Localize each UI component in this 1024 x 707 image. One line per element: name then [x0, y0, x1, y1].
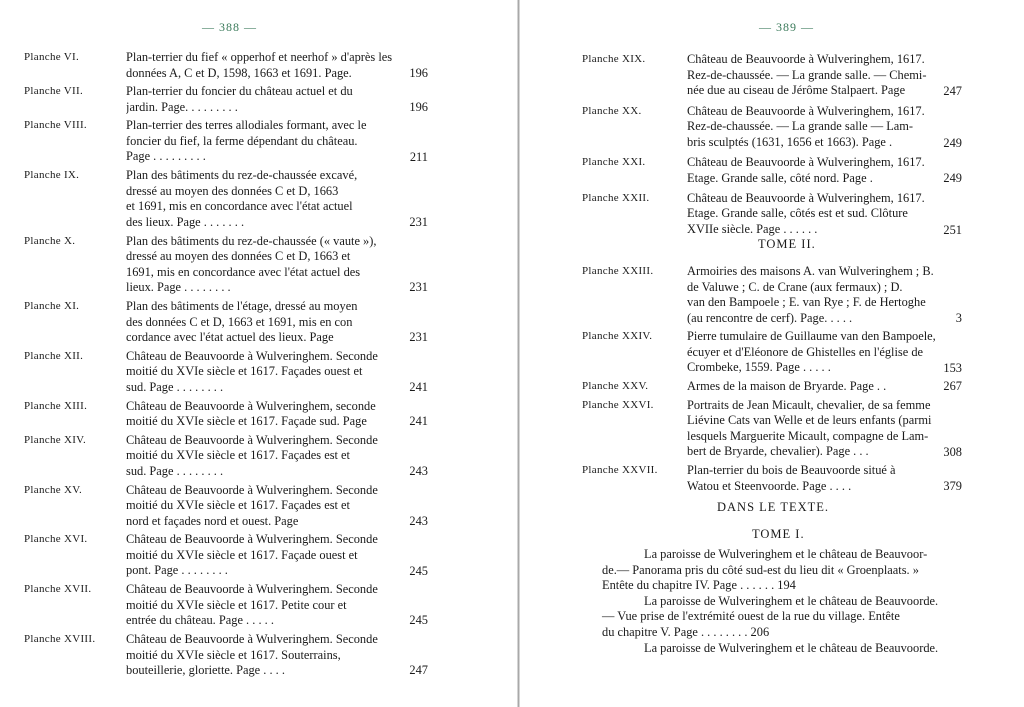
description-line: de Valuwe ; C. de Crane (aux fermaux) ; D. [687, 279, 903, 294]
plate-label: Planche XXVI. [582, 398, 654, 411]
description-line: Plan-terrier du bois de Beauvoorde situé à [687, 463, 896, 478]
plate-page-number: 247 [409, 663, 428, 678]
plate-page-number: 247 [943, 84, 962, 99]
description-line: sud. Page . . . . . . . . [126, 463, 224, 478]
plate-label: Planche VIII. [24, 119, 87, 132]
plate-description [126, 433, 406, 480]
plate-label: Planche XIX. [582, 53, 646, 65]
description-line: Château de Beauvoorde à Wulveringhem. Seconde [126, 532, 378, 547]
description-line: nord et façades nord et ouest. Page [126, 513, 299, 528]
plate-description [126, 349, 406, 396]
plate-page-number: 249 [943, 171, 962, 186]
plate-page-number: 231 [409, 330, 428, 345]
description-line: Crombeke, 1559. Page . . . . . [687, 360, 831, 375]
plate-description [687, 463, 959, 494]
description-line: van den Bampoele ; E. van Rye ; F. de Hertoghe [687, 295, 926, 309]
plate-description [687, 329, 959, 376]
description-line: (au rencontre de cerf). Page. . . . . [687, 310, 853, 325]
description-line: bouteillerie, gloriette. Page . . . . [126, 663, 285, 677]
description-line: sud. Page . . . . . . . . [126, 379, 224, 394]
description-line: Plan-terrier du fief « opperhof et neerhof » d'après les [126, 50, 393, 64]
plate-label: Planche XVIII. [24, 633, 96, 645]
description-line: bert de Bryarde, chevalier). Page . . . [687, 444, 869, 459]
plate-description [126, 632, 406, 679]
description-line: Etage. Grande salle, côtés est et sud. Clôture [687, 206, 908, 221]
plate-page-number: 245 [409, 563, 428, 578]
text-line: de.— Panorama pris du côté sud-est du lieu dit « Groenplaats. » [602, 562, 919, 577]
plate-description [687, 379, 959, 395]
description-line: moitié du XVIe siècle et 1617. Façades est et [126, 498, 350, 513]
description-line: données A, C et D, 1598, 1663 et 1691. Page. [126, 65, 352, 80]
description-line: Armes de la maison de Bryarde. Page . . [687, 379, 887, 394]
description-line: bris sculptés (1631, 1656 et 1663). Page . [687, 134, 893, 149]
plate-description [126, 532, 406, 579]
description-line: Château de Beauvoorde à Wulveringhem. Seconde [126, 432, 378, 447]
plate-page-number: 243 [409, 463, 428, 478]
description-line: cordance avec l'état actuel des lieux. Page [126, 330, 334, 344]
page-number-right: — 389 — [759, 20, 814, 34]
plate-label: Planche XI. [24, 300, 80, 312]
plate-page-number: 249 [943, 135, 962, 150]
description-line: moitié du XVIe siècle et 1617. Façades est et [126, 448, 350, 463]
plate-page-number: 245 [409, 613, 428, 628]
text-line: Entête du chapitre IV. Page . . . . . . 194 [602, 578, 796, 593]
right-page [512, 0, 1024, 707]
description-line: Rez-de-chaussée. — La grande salle — Lam- [687, 119, 914, 134]
plate-description [687, 155, 959, 186]
plate-page-number: 379 [943, 478, 962, 493]
plate-label: Planche XX. [582, 104, 642, 117]
description-line: Château de Beauvoorde à Wulveringhem, 1617. [687, 52, 925, 66]
plate-label: Planche XV. [24, 483, 83, 496]
plate-page-number: 241 [409, 379, 428, 394]
description-line: écuyer et d'Eléonore de Ghistelles en l'église de [687, 344, 924, 359]
plate-label: Planche XXV. [582, 380, 649, 393]
description-line: Liévine Cats van Welle et de leurs enfants (parmi [687, 413, 932, 428]
plate-description [126, 483, 406, 530]
plate-label: Planche XXVII. [582, 464, 658, 477]
description-line: née due au ciseau de Jérôme Stalpaert. Page [687, 83, 906, 97]
plate-label: Planche XVI. [24, 533, 88, 546]
plate-page-number: 251 [943, 222, 962, 237]
tome1-heading: TOME I. [752, 527, 805, 541]
description-line: Château de Beauvoorde à Wulveringhem, seconde [126, 398, 376, 413]
plate-label: Planche VI. [24, 51, 80, 63]
page-number-left: — 388 — [202, 20, 257, 34]
description-line: dressé au moyen des données C et D, 1663 [126, 183, 339, 198]
text-line: La paroisse de Wulveringhem et le château de Beauvoorde. [644, 593, 939, 608]
description-line: 1691, mis en concordance avec l'état actuel des [126, 264, 361, 279]
plate-label: Planche XXI. [582, 156, 646, 169]
plate-description [126, 168, 406, 230]
description-line: et 1691, mis en concordance avec l'état actuel [126, 199, 353, 214]
plate-description [126, 50, 406, 81]
description-line: Château de Beauvoorde à Wulveringhem, 1617. [687, 103, 925, 118]
plate-page-number: 241 [409, 414, 428, 429]
description-line: Page . . . . . . . . . [126, 149, 206, 164]
description-line: Plan des bâtiments du rez-de-chaussée excavé, [126, 168, 358, 183]
plate-description [126, 84, 406, 115]
plate-description [687, 104, 959, 151]
description-line: Château de Beauvoorde à Wulveringhem. Seconde [126, 482, 378, 497]
text-line: du chapitre V. Page . . . . . . . . 206 [602, 624, 770, 639]
plate-label: Planche XVII. [24, 583, 92, 596]
description-line: moitié du XVIe siècle et 1617. Façade ouest et [126, 547, 358, 562]
description-line: moitié du XVIe siècle et 1617. Souterrains, [126, 647, 341, 662]
description-line: Plan des bâtiments du rez-de-chaussée (« vaute »), [126, 233, 377, 248]
plate-description [126, 299, 406, 346]
plate-description [126, 582, 406, 629]
description-line: dressé au moyen des données C et D, 1663 et [126, 249, 351, 264]
description-line: entrée du château. Page . . . . . [126, 613, 274, 628]
description-line: Château de Beauvoorde à Wulveringhem. Seconde [126, 348, 378, 363]
plate-label: Planche IX. [24, 169, 80, 182]
plate-page-number: 153 [943, 360, 962, 375]
plate-label: Planche X. [24, 234, 76, 247]
description-line: jardin. Page. . . . . . . . . [126, 99, 238, 114]
plate-page-number: 267 [943, 379, 962, 394]
description-line: Plan-terrier du foncier du château actuel et du [126, 84, 353, 99]
description-line: Château de Beauvoorde à Wulveringhem, 1617. [687, 190, 925, 205]
plate-description [126, 118, 406, 165]
description-line: des lieux. Page . . . . . . . [126, 214, 245, 229]
plate-description [687, 398, 959, 460]
plate-page-number: 3 [955, 310, 962, 325]
description-line: Plan des bâtiments de l'étage, dressé au moyen [126, 299, 358, 313]
description-line: Watou et Steenvoorde. Page . . . . [687, 478, 852, 493]
description-line: Château de Beauvoorde à Wulveringhem. Seconde [126, 582, 378, 597]
plate-label: Planche XXIV. [582, 330, 653, 343]
description-line: Pierre tumulaire de Guillaume van den Bampoele, [687, 329, 936, 344]
description-line: Armoiries des maisons A. van Wulveringhem ; B. [687, 264, 934, 278]
plate-page-number: 243 [409, 513, 428, 528]
description-line: des données C et D, 1663 et 1691, mis en con [126, 314, 353, 329]
plate-label: Planche XIV. [24, 433, 87, 446]
description-line: foncier du fief, la ferme dépendant du château. [126, 133, 358, 148]
description-line: moitié du XVIe siècle et 1617. Façades ouest et [126, 364, 363, 379]
description-line: lieux. Page . . . . . . . . [126, 280, 231, 295]
text-line: La paroisse de Wulveringhem et le château de Beauvoorde. [644, 640, 939, 655]
description-line: moitié du XVIe siècle et 1617. Façade sud. Page [126, 414, 367, 429]
plate-page-number: 231 [409, 214, 428, 229]
plate-description [687, 191, 959, 238]
plate-page-number: 308 [943, 444, 962, 459]
description-line: pont. Page . . . . . . . . [126, 563, 228, 578]
plate-page-number: 231 [409, 280, 428, 295]
plate-description [687, 52, 959, 99]
plate-page-number: 196 [409, 99, 428, 114]
description-line: Portraits de Jean Micault, chevalier, de sa femme [687, 397, 931, 412]
plate-label: Planche XIII. [24, 399, 88, 412]
description-line: Rez-de-chaussée. — La grande salle. — Chemi- [687, 67, 927, 82]
description-line: moitié du XVIe siècle et 1617. Petite cour et [126, 597, 347, 612]
description-line: Plan-terrier des terres allodiales formant, avec le [126, 118, 367, 133]
text-paragraphs [602, 547, 962, 656]
plate-label: Planche XII. [24, 349, 84, 362]
plate-page-number: 196 [409, 65, 428, 80]
plate-page-number: 211 [409, 149, 428, 164]
tome2-heading: TOME II. [758, 237, 816, 251]
plate-label: Planche VII. [24, 85, 83, 98]
description-line: lesquels Marguerite Micault, compagne de Lam- [687, 428, 929, 443]
text-line: — Vue prise de l'extrémité ouest de la rue du village. Entête [602, 609, 900, 624]
description-line: Château de Beauvoorde à Wulveringhem, 1617. [687, 155, 925, 170]
description-line: Château de Beauvoorde à Wulveringhem. Seconde [126, 632, 378, 646]
plate-description [687, 264, 959, 326]
section-heading: DANS LE TEXTE. [717, 500, 830, 514]
description-line: XVIIe siècle. Page . . . . . . [687, 221, 818, 236]
plate-label: Planche XXIII. [582, 265, 654, 277]
plate-description [126, 399, 406, 430]
description-line: Etage. Grande salle, côté nord. Page . [687, 170, 873, 185]
plate-label: Planche XXII. [582, 191, 650, 204]
text-line: La paroisse de Wulveringhem et le château de Beauvoor- [644, 547, 928, 561]
plate-description [126, 234, 406, 296]
